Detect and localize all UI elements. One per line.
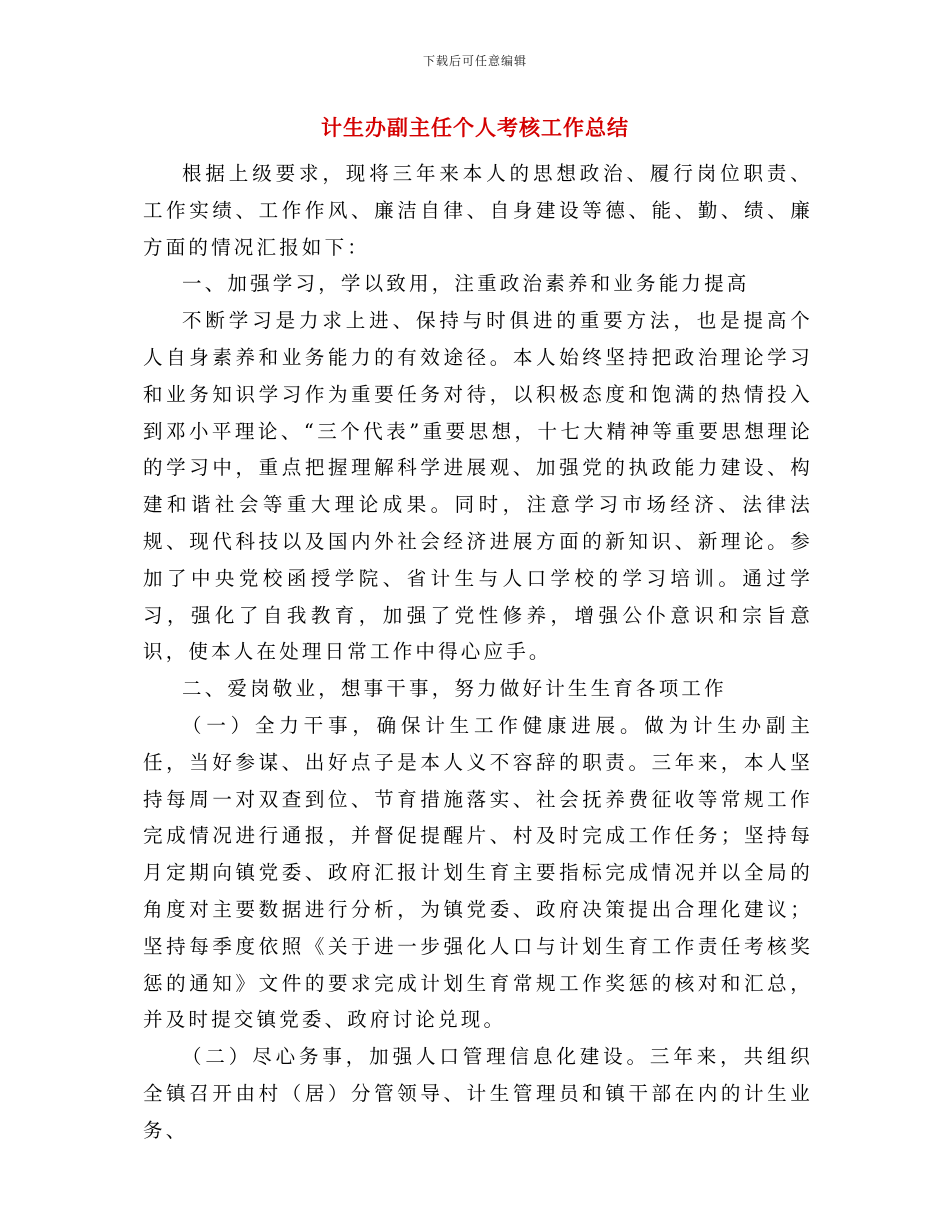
document-body <box>143 156 813 1150</box>
body-paragraph: （二）尽心务事，加强人口管理信息化建设。三年来，共组织全镇召开由村（居）分管领导、计生管理员和镇干部在内的计生业务、 <box>143 1045 813 1142</box>
section-heading-2: 二、爱岗敬业，想事干事，努力做好计生生育各项工作 <box>182 677 727 701</box>
document-title: 计生办副主任个人考核工作总结 <box>321 115 629 140</box>
body-paragraph: 不断学习是力求上进、保持与时俱进的重要方法，也是提高个人自身素养和业务能力的有效途径。本人始终坚持把政治理论学习和业务知识学习作为重要任务对待，以积极态度和饱满的热情投入到邓小平理论、“三个代表”重要思想，十七大精神等重要思想理论的学习中，重点把握理解科学进展观、加强党的执政能力建设、构建和谐社会等重大理论成果。同时，注意学习市场经济、法律法规、现代科技以及国内外社会经济进展方面的新知识、新理论。参加了中央党校函授学院、省计生与人口学校的学习培训。通过学习，强化了自我教育，加强了党性修养，增强公仆意识和宗旨意识，使本人在处理日常工作中得心应手。 <box>143 309 813 664</box>
intro-paragraph: 根据上级要求，现将三年来本人的思想政治、履行岗位职责、工作实绩、工作作风、廉洁自律、自身建设等德、能、勤、绩、廉方面的情况汇报如下： <box>143 162 813 259</box>
header-note: 下载后可任意编辑 <box>422 54 527 68</box>
body-paragraph: （一）全力干事，确保计生工作健康进展。做为计生办副主任，当好参谋、出好点子是本人义不容辞的职责。三年来，本人坚持每周一对双查到位、节育措施落实、社会抚养费征收等常规工作完成情况进行通报，并督促提醒片、村及时完成工作任务；坚持每月定期向镇党委、政府汇报计划生育主要指标完成情况并以全局的角度对主要数据进行分析，为镇党委、政府决策提出合理化建议；坚持每季度依照《关于进一步强化人口与计划生育工作责任考核奖惩的通知》文件的要求完成计划生育常规工作奖惩的核对和汇总，并及时提交镇党委、政府讨论兑现。 <box>143 713 813 1032</box>
section-heading-1: 一、加强学习，学以致用，注重政治素养和业务能力提高 <box>182 272 750 296</box>
